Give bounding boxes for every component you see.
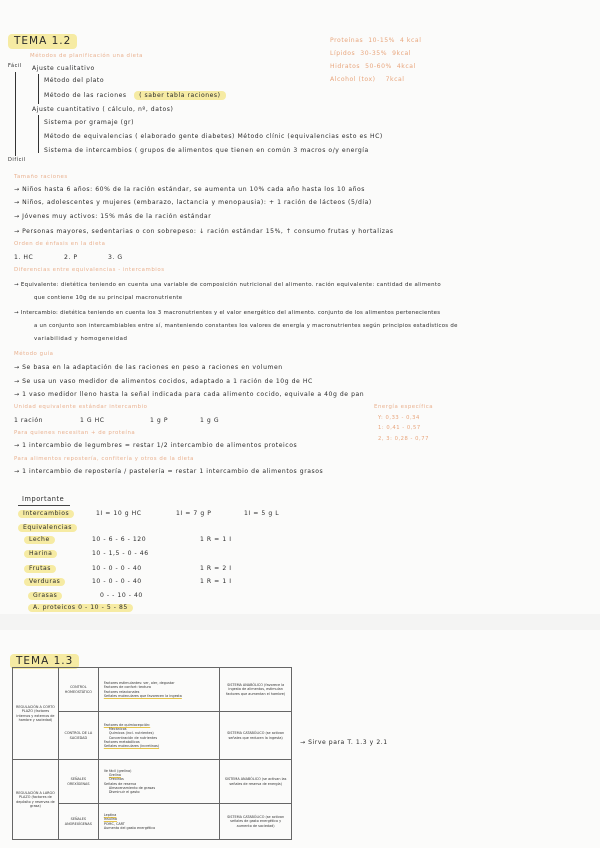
- unidad-item: 1 g P: [150, 417, 169, 424]
- ajuste-cualitativo: Ajuste cualitativo: [32, 65, 95, 72]
- eq-row-vals: 10 - 1,5 - 0 - 46: [92, 550, 149, 557]
- guia-line: → 1 vaso medidor lleno hasta la señal indicada para cada alimento cocido, equivale a 40g de pan: [14, 391, 365, 398]
- table-cell-list: Leptina Insulina POMC, CART Aumento del gasto energético: [98, 804, 219, 840]
- intercambios-val: 1I = 7 g P: [176, 510, 212, 517]
- arrow-note: → Sirve para T. 1.3 y 2.1: [300, 739, 388, 746]
- metodo-equivalencias: Método de equivalencias ( elaborado gente diabetes) Método clínic (equivalencias esto es HC): [44, 133, 383, 140]
- guia-line: → Se basa en la adaptación de las raciones en peso a raciones en volumen: [14, 364, 283, 371]
- table-row-header: REGULACIÓN A CORTO PLAZO (factores internos y externos de hambre y saciedad): [13, 668, 59, 760]
- eq-row-name: Grasas: [28, 592, 62, 600]
- tamano-line: → Niños, adolescentes y mujeres (embarazo, lactancia y menopausia): + 1 ración de lácteos (5/día): [14, 199, 372, 206]
- sistema-intercambios: Sistema de intercambios ( grupos de alimentos que tienen en común 3 macros o/y energía: [44, 147, 369, 154]
- section-plan-title: Métodos de planificación una dieta: [30, 53, 143, 59]
- section-para-quien: Para quienes necesitan + de proteína: [14, 430, 136, 436]
- section-orden: Orden de énfasis en la dieta: [14, 241, 106, 247]
- tamano-line: → Personas mayores, sedentarias o con sobrepeso: ↓ ración estándar 15%, ↑ consumo frutas y hortalizas: [14, 228, 394, 235]
- brace: [38, 74, 39, 104]
- eq-row-vals: 10 - 0 - 0 - 40: [92, 578, 142, 585]
- table-cell: SISTEMA ANABÓLICO (se activan las señales de reserva de energía): [220, 760, 292, 804]
- para-quien-line: → 1 intercambio de legumbres = restar 1/2 intercambio de alimentos proteicos: [14, 442, 298, 449]
- regulation-table: [12, 667, 292, 840]
- eq-row-vals: 0 - 10 - 5 - 85: [78, 604, 128, 611]
- equivalente-line: que contiene 10g de su principal macronutriente: [34, 295, 183, 301]
- table-cell: SISTEMA ANABÓLICO (favorece la ingesta de alimentos, estimulan factores que aumentan el hambre): [220, 668, 292, 712]
- macro-row: Proteínas 10-15% 4 kcal: [330, 37, 422, 44]
- section-tamano: Tamaño raciones: [14, 174, 68, 180]
- eq-row-name: Verduras: [24, 578, 65, 586]
- page-title-1: TEMA 1.2: [8, 34, 77, 49]
- intercambios-val: 1I = 5 g L: [244, 510, 280, 517]
- equivalente-line: → Equivalente: dietética teniendo en cuenta una variable de composición nutricional del alimento. ración equivalente: cantidad de alimento: [14, 282, 441, 288]
- sistema-gramaje: Sistema por gramaje (gr): [44, 119, 135, 126]
- eq-row-note: 1 R = 1 I: [200, 536, 232, 543]
- orden-item: 2. P: [64, 254, 78, 261]
- brace: [38, 115, 39, 153]
- axis-bottom-label: Difícil: [8, 157, 26, 163]
- eq-row-note: 1 R = 1 I: [200, 578, 232, 585]
- para-quien-line: → 1 intercambio de repostería / pastelería = restar 1 intercambio de alimentos grasos: [14, 468, 324, 475]
- unidad-item: 1 G HC: [80, 417, 105, 424]
- macro-row: Lípidos 30-35% 9kcal: [330, 50, 411, 57]
- section-energia: Energía específica: [374, 404, 434, 410]
- tamano-line: → Niños hasta 6 años: 60% de la ración estándar, se aumenta un 10% cada año hasta los 10 años: [14, 186, 366, 193]
- equivalencias-label: Equivalencias: [18, 524, 77, 532]
- energia-line: Y: 0,33 - 0,34: [378, 415, 420, 421]
- intercambios-label: Intercambios: [18, 510, 74, 518]
- eq-row-vals: 0 - - 10 - 40: [100, 592, 143, 599]
- table-cell: CONTROL DE LA SACIEDAD: [58, 712, 98, 760]
- section-para-quien-2: Para alimentos repostería, confitería y otros de la dieta: [14, 456, 195, 462]
- intercambios-val: 1I = 10 g HC: [96, 510, 142, 517]
- intercambio-line: a un conjunto son intercambiables entre sí, manteniendo constantes los valores de energía y macronutrientes según principios estadísticos de: [34, 323, 458, 329]
- intercambio-line: variabilidad y homogeneidad: [34, 336, 128, 342]
- ajuste-cuantitativo: Ajuste cuantitativo ( cálculo, nº, datos): [32, 106, 174, 113]
- metodo-raciones: Método de las raciones ( saber tabla raciones): [44, 93, 226, 99]
- eq-row-name: Frutas: [24, 565, 56, 573]
- eq-row-vals: 10 - 6 - 6 - 120: [92, 536, 147, 543]
- section-diferencias: Diferencias entre equivalencias - intercambios: [14, 267, 165, 273]
- unidad-item: 1 g G: [200, 417, 220, 424]
- energia-line: 1: 0,41 - 0,57: [378, 425, 421, 431]
- table-row-header: REGULACIÓN A LARGO PLAZO (factores de depósito y reservas de grasa): [13, 760, 59, 840]
- energia-line: 2, 3: 0,28 - 0,77: [378, 436, 429, 442]
- table-cell: SEÑALES OREXÍGENAS: [58, 760, 98, 804]
- table-cell: SEÑALES ANOREXÍGENAS: [58, 804, 98, 840]
- importante-label: Importante: [22, 495, 65, 503]
- table-cell-list: Factores de quimiocepción: Mecánicos Químicos (incl. nutrientes) Concentración de nutrientes Factores metabólicos Señales moleculares (incretinas): [98, 712, 219, 760]
- table-cell-list: Ve fácil (grelina) Grelina Orexinas Señales de reserva Almacenamiento de grasas Disminuir el gasto: [98, 760, 219, 804]
- underline: [18, 505, 70, 506]
- metodo-plato: Método del plato: [44, 77, 105, 84]
- guia-line: → Se usa un vaso medidor de alimentos cocidos, adaptado a 1 ración de 10g de HC: [14, 378, 313, 385]
- intercambio-line: → Intercambio: dietética teniendo en cuenta los 3 macronutrientes y el valor energético del alimento. conjunto de los alimentos pertenecientes: [14, 310, 441, 316]
- unidad-item: 1 ración: [14, 417, 44, 424]
- tamano-line: → Jóvenes muy activos: 15% más de la ración estándar: [14, 213, 212, 220]
- orden-item: 1. HC: [14, 254, 34, 261]
- axis-line: [15, 72, 16, 156]
- macro-row: Alcohol (tox) 7kcal: [330, 76, 405, 83]
- eq-row-vals: 10 - 0 - 0 - 40: [92, 565, 142, 572]
- table-cell-list: Factores estimulantes: ver, oler, degustar Factores de confort: textura Factores relacionales Señales moleculares que favorecen la ingesta: [98, 668, 219, 712]
- eq-row-name: A. proteicos 0 - 10 - 5 - 85: [28, 604, 133, 612]
- eq-row-name: Leche: [24, 536, 55, 544]
- orden-item: 3. G: [108, 254, 123, 261]
- axis-top-label: Fácil: [8, 63, 22, 69]
- table-cell: SISTEMA CATABÓLICO (se activan señales que reducen la ingesta): [220, 712, 292, 760]
- macro-row: Hidratos 50-60% 4kcal: [330, 63, 416, 70]
- section-metodo-guia: Método guía: [14, 351, 54, 357]
- table-cell: CONTROL HOMEOSTÁTICO: [58, 668, 98, 712]
- eq-row-name: Harina: [24, 550, 57, 558]
- section-unidad: Unidad equivalente estándar intercambio: [14, 404, 148, 410]
- table-cell: SISTEMA CATABÓLICO (se activan señales de gasto energético y aumento de saciedad): [220, 804, 292, 840]
- eq-row-note: 1 R = 2 I: [200, 565, 232, 572]
- page-title-2: TEMA 1.3: [10, 654, 79, 669]
